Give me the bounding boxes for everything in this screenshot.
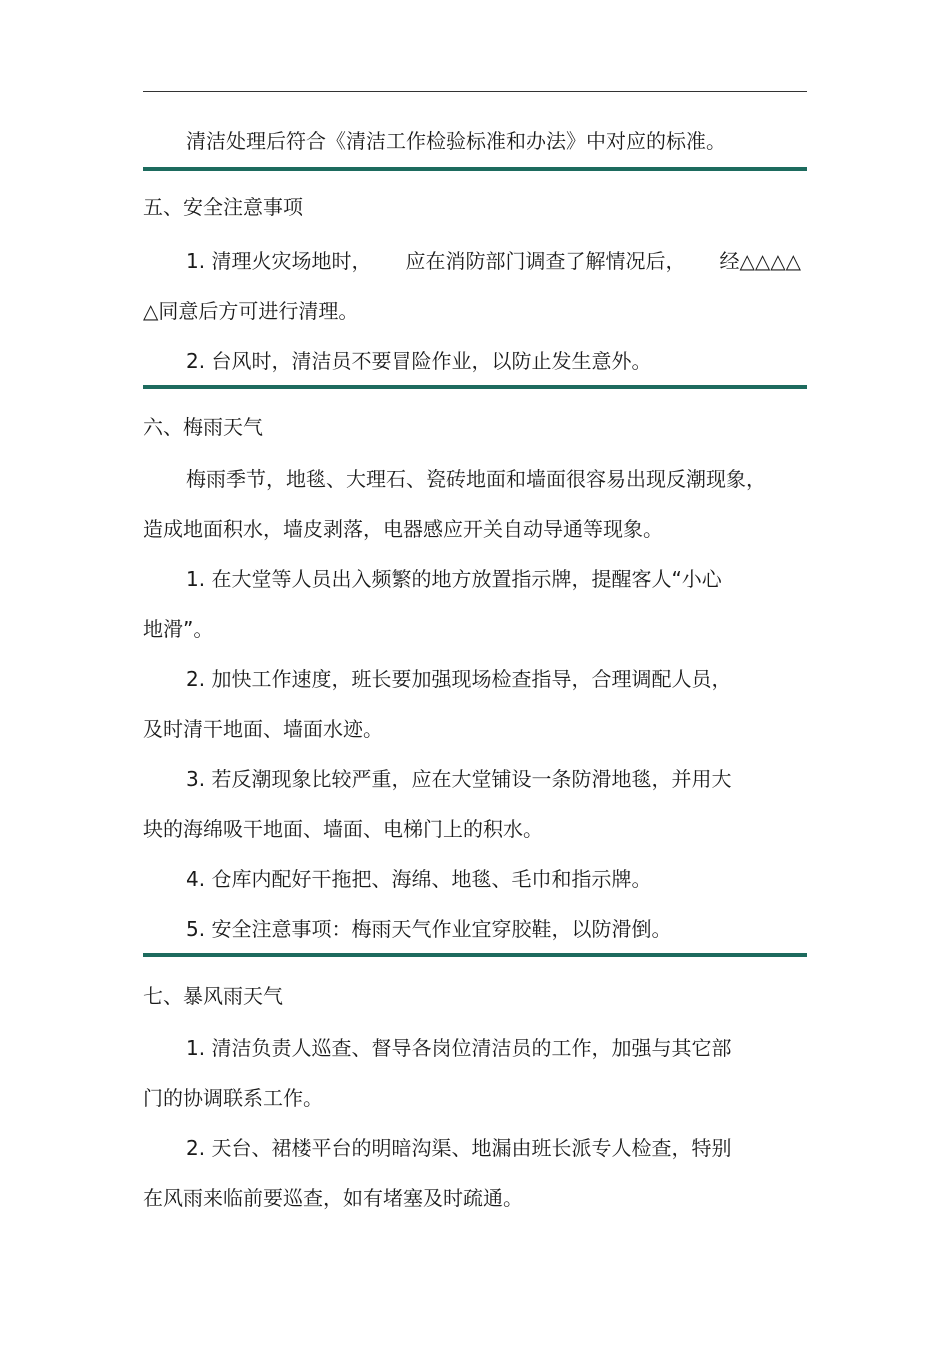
section-6-item-1-line-2: 地滑”。 xyxy=(143,617,214,641)
item-1-part-a: 1. 清理火灾场地时， xyxy=(186,249,372,273)
item-1-part-b: 应在消防部门调查了解情况后， xyxy=(405,249,686,273)
section-5-item-1-line-1 xyxy=(186,248,801,274)
section-6-para-line-1: 梅雨季节，地毯、大理石、瓷砖地面和墙面很容易出现反潮现象， xyxy=(186,467,766,491)
section-5-item-2: 2. 台风时，清洁员不要冒险作业，以防止发生意外。 xyxy=(186,349,652,373)
section-6-item-3-line-1: 3. 若反潮现象比较严重，应在大堂铺设一条防滑地毯，并用大 xyxy=(186,767,732,791)
section-6-para-line-2: 造成地面积水，墙皮剥落，电器感应开关自动导通等现象。 xyxy=(143,517,663,541)
section-7-item-2-line-2: 在风雨来临前要巡查，如有堵塞及时疏通。 xyxy=(143,1186,523,1210)
section-6-item-4: 4. 仓库内配好干拖把、海绵、地毯、毛巾和指示牌。 xyxy=(186,867,652,891)
section-7-item-1-line-1: 1. 清洁负责人巡查、督导各岗位清洁员的工作，加强与其它部 xyxy=(186,1036,732,1060)
header-rule xyxy=(143,91,807,92)
section-6-item-5: 5. 安全注意事项：梅雨天气作业宜穿胶鞋，以防滑倒。 xyxy=(186,917,672,941)
section-7-item-2-line-1: 2. 天台、裙楼平台的明暗沟渠、地漏由班长派专人检查，特别 xyxy=(186,1136,732,1160)
section-7-item-1-line-2: 门的协调联系工作。 xyxy=(143,1086,323,1110)
section-7-title: 七、暴风雨天气 xyxy=(143,984,283,1008)
intro-line: 清洁处理后符合《清洁工作检验标准和办法》中对应的标准。 xyxy=(186,129,726,153)
section-6-item-2-line-2: 及时清干地面、墙面水迹。 xyxy=(143,717,383,741)
section-5-title: 五、安全注意事项 xyxy=(143,195,303,219)
section-divider xyxy=(143,167,807,171)
section-divider xyxy=(143,385,807,389)
section-6-item-1-line-1: 1. 在大堂等人员出入频繁的地方放置指示牌，提醒客人“小心 xyxy=(186,567,722,591)
section-6-item-3-line-2: 块的海绵吸干地面、墙面、电梯门上的积水。 xyxy=(143,817,543,841)
section-6-item-2-line-1: 2. 加快工作速度，班长要加强现场检查指导，合理调配人员， xyxy=(186,667,732,691)
item-1-part-c: 经△△△△ xyxy=(719,249,801,273)
section-6-title: 六、梅雨天气 xyxy=(143,415,263,439)
section-divider xyxy=(143,953,807,957)
section-5-item-1-line-2: △同意后方可进行清理。 xyxy=(143,299,359,323)
